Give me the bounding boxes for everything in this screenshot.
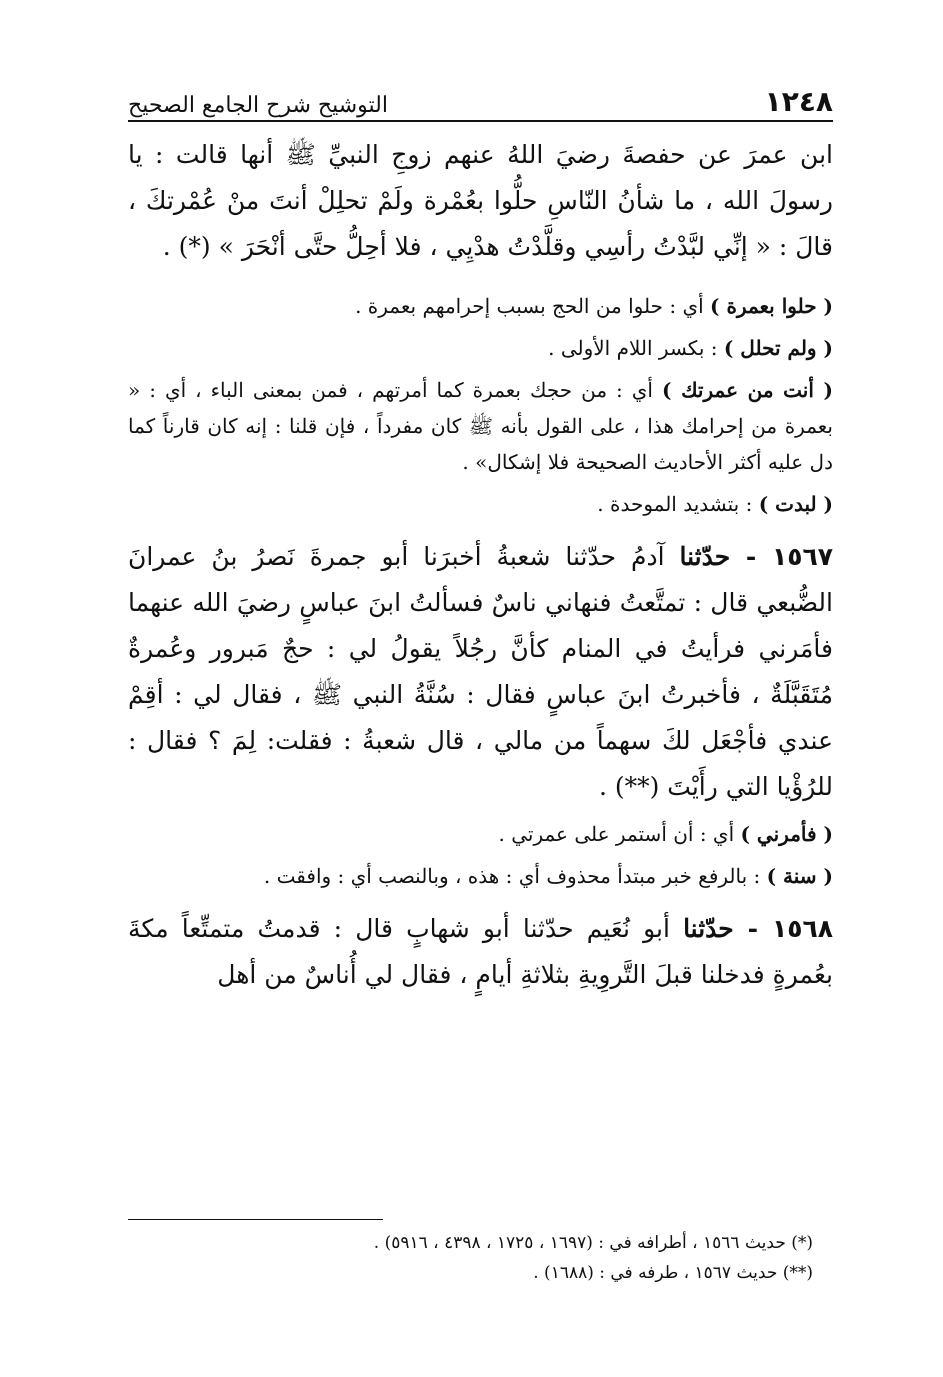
note-text: : بالرفع خبر مبتدأ محذوف أي : هذه ، وبالنصب أي : وافقت .	[263, 864, 767, 888]
hadith-1568	[128, 906, 833, 998]
footnotes	[128, 1228, 833, 1288]
hadith-opening: - حدّثنا	[683, 914, 772, 943]
hadith-1567	[128, 534, 833, 810]
note-term: ( أنت من عمرتك )	[662, 378, 833, 402]
footnote-2: (**) حديث ١٥٦٧ ، طرفه في : (١٦٨٨) .	[533, 1263, 813, 1283]
hadith-text: آدمُ حدّثنا شعبةُ أخبرَنا أبو جمرةَ نَصرُ بنُ عمرانَ الضُّبعي قال : تمتَّعتُ فنهاني ناسٌ فسألتُ ابنَ عباسٍ رضيَ الله عنهما فأمَرني فرأيتُ في المنام كأنَّ رجُلاً يقولُ لي : حجٌ مَبرور وعُمرةٌ مُتَقَبَّلَةٌ ، فأخبرتُ ابنَ عباسٍ فقال : سُنَّةُ النبي ﷺ ، فقال لي : أقِمْ عندي فأجْعَل لكَ سهماً من مالي ، قال شعبةُ : فقلت: لِمَ ؟ فقال : للرُؤْيا التي رأَيْتَ (**) .	[128, 542, 833, 801]
note-labbadtu	[128, 486, 833, 522]
note-term: ( لبدت )	[758, 492, 833, 516]
hadith-number: ١٥٦٨	[771, 914, 833, 943]
hadith-number: ١٥٦٧	[771, 542, 833, 571]
running-title: التوشيح شرح الجامع الصحيح	[128, 93, 388, 118]
note-faamarani	[128, 816, 833, 852]
note-text: : بتشديد الموحدة .	[597, 492, 759, 516]
note-text: أي : حلوا من الحج بسبب إحرامهم بعمرة .	[355, 294, 711, 318]
hadith-text: أبو نُعَيم حدّثنا أبو شهابٍ قال : قدمتُ متمتِّعاً مكةَ بعُمرةٍ فدخلنا قبلَ التَّروِيةِ بثلاثةِ أيامٍ ، فقال لي أُناسٌ من أهل	[128, 914, 833, 989]
note-term: ( حلوا بعمرة )	[710, 294, 833, 318]
note-term: ( سنة )	[766, 864, 833, 888]
note-anta-min-umratik	[128, 372, 833, 480]
note-text: أي : أن أستمر على عمرتي .	[498, 822, 741, 846]
note-term: ( فأمرني )	[740, 822, 833, 846]
book-page	[128, 78, 833, 1298]
note-text: : بكسر اللام الأولى .	[548, 336, 724, 360]
note-term: ( ولم تحلل )	[723, 336, 833, 360]
page-header	[128, 78, 833, 118]
note-hallu-bi-umra	[128, 288, 833, 324]
note-lam-tahlil	[128, 330, 833, 366]
page-number: ١٢٤٨	[764, 85, 833, 118]
note-sunna	[128, 858, 833, 894]
header-rule	[128, 120, 833, 122]
hadith-opening: - حدّثنا	[679, 542, 772, 571]
footnote-1: (*) حديث ١٥٦٦ ، أطرافه في : (١٦٩٧ ، ١٧٢٥ ، ٤٣٩٨ ، ٥٩١٦) .	[373, 1233, 813, 1253]
hadith-1566-continuation: ابن عمرَ عن حفصةَ رضيَ اللهُ عنهم زوجِ النبيِّ ﷺ أنها قالت : يا رسولَ الله ، ما شأنُ النّاسِ حلُّوا بعُمْرة ولَمْ تحلِلْ أنتَ منْ عُمْرتكَ ، قالَ : « إنِّي لبَّدْتُ رأسِي وقلَّدْتُ هدْيِي ، فلا أحِلُّ حتَّى أنْحَرَ » (*) .	[128, 140, 833, 261]
footnote-rule	[128, 1219, 383, 1220]
note-text: أي : من حجك بعمرة كما أمرتهم ، فمن بمعنى الباء ، أي : « بعمرة من إحرامك هذا ، على القول بأنه ﷺ كان مفرداً ، فإن قلنا : إنه كان قارناً كما دل عليه أكثر الأحاديث الصحيحة فلا إشكال» .	[128, 378, 833, 474]
